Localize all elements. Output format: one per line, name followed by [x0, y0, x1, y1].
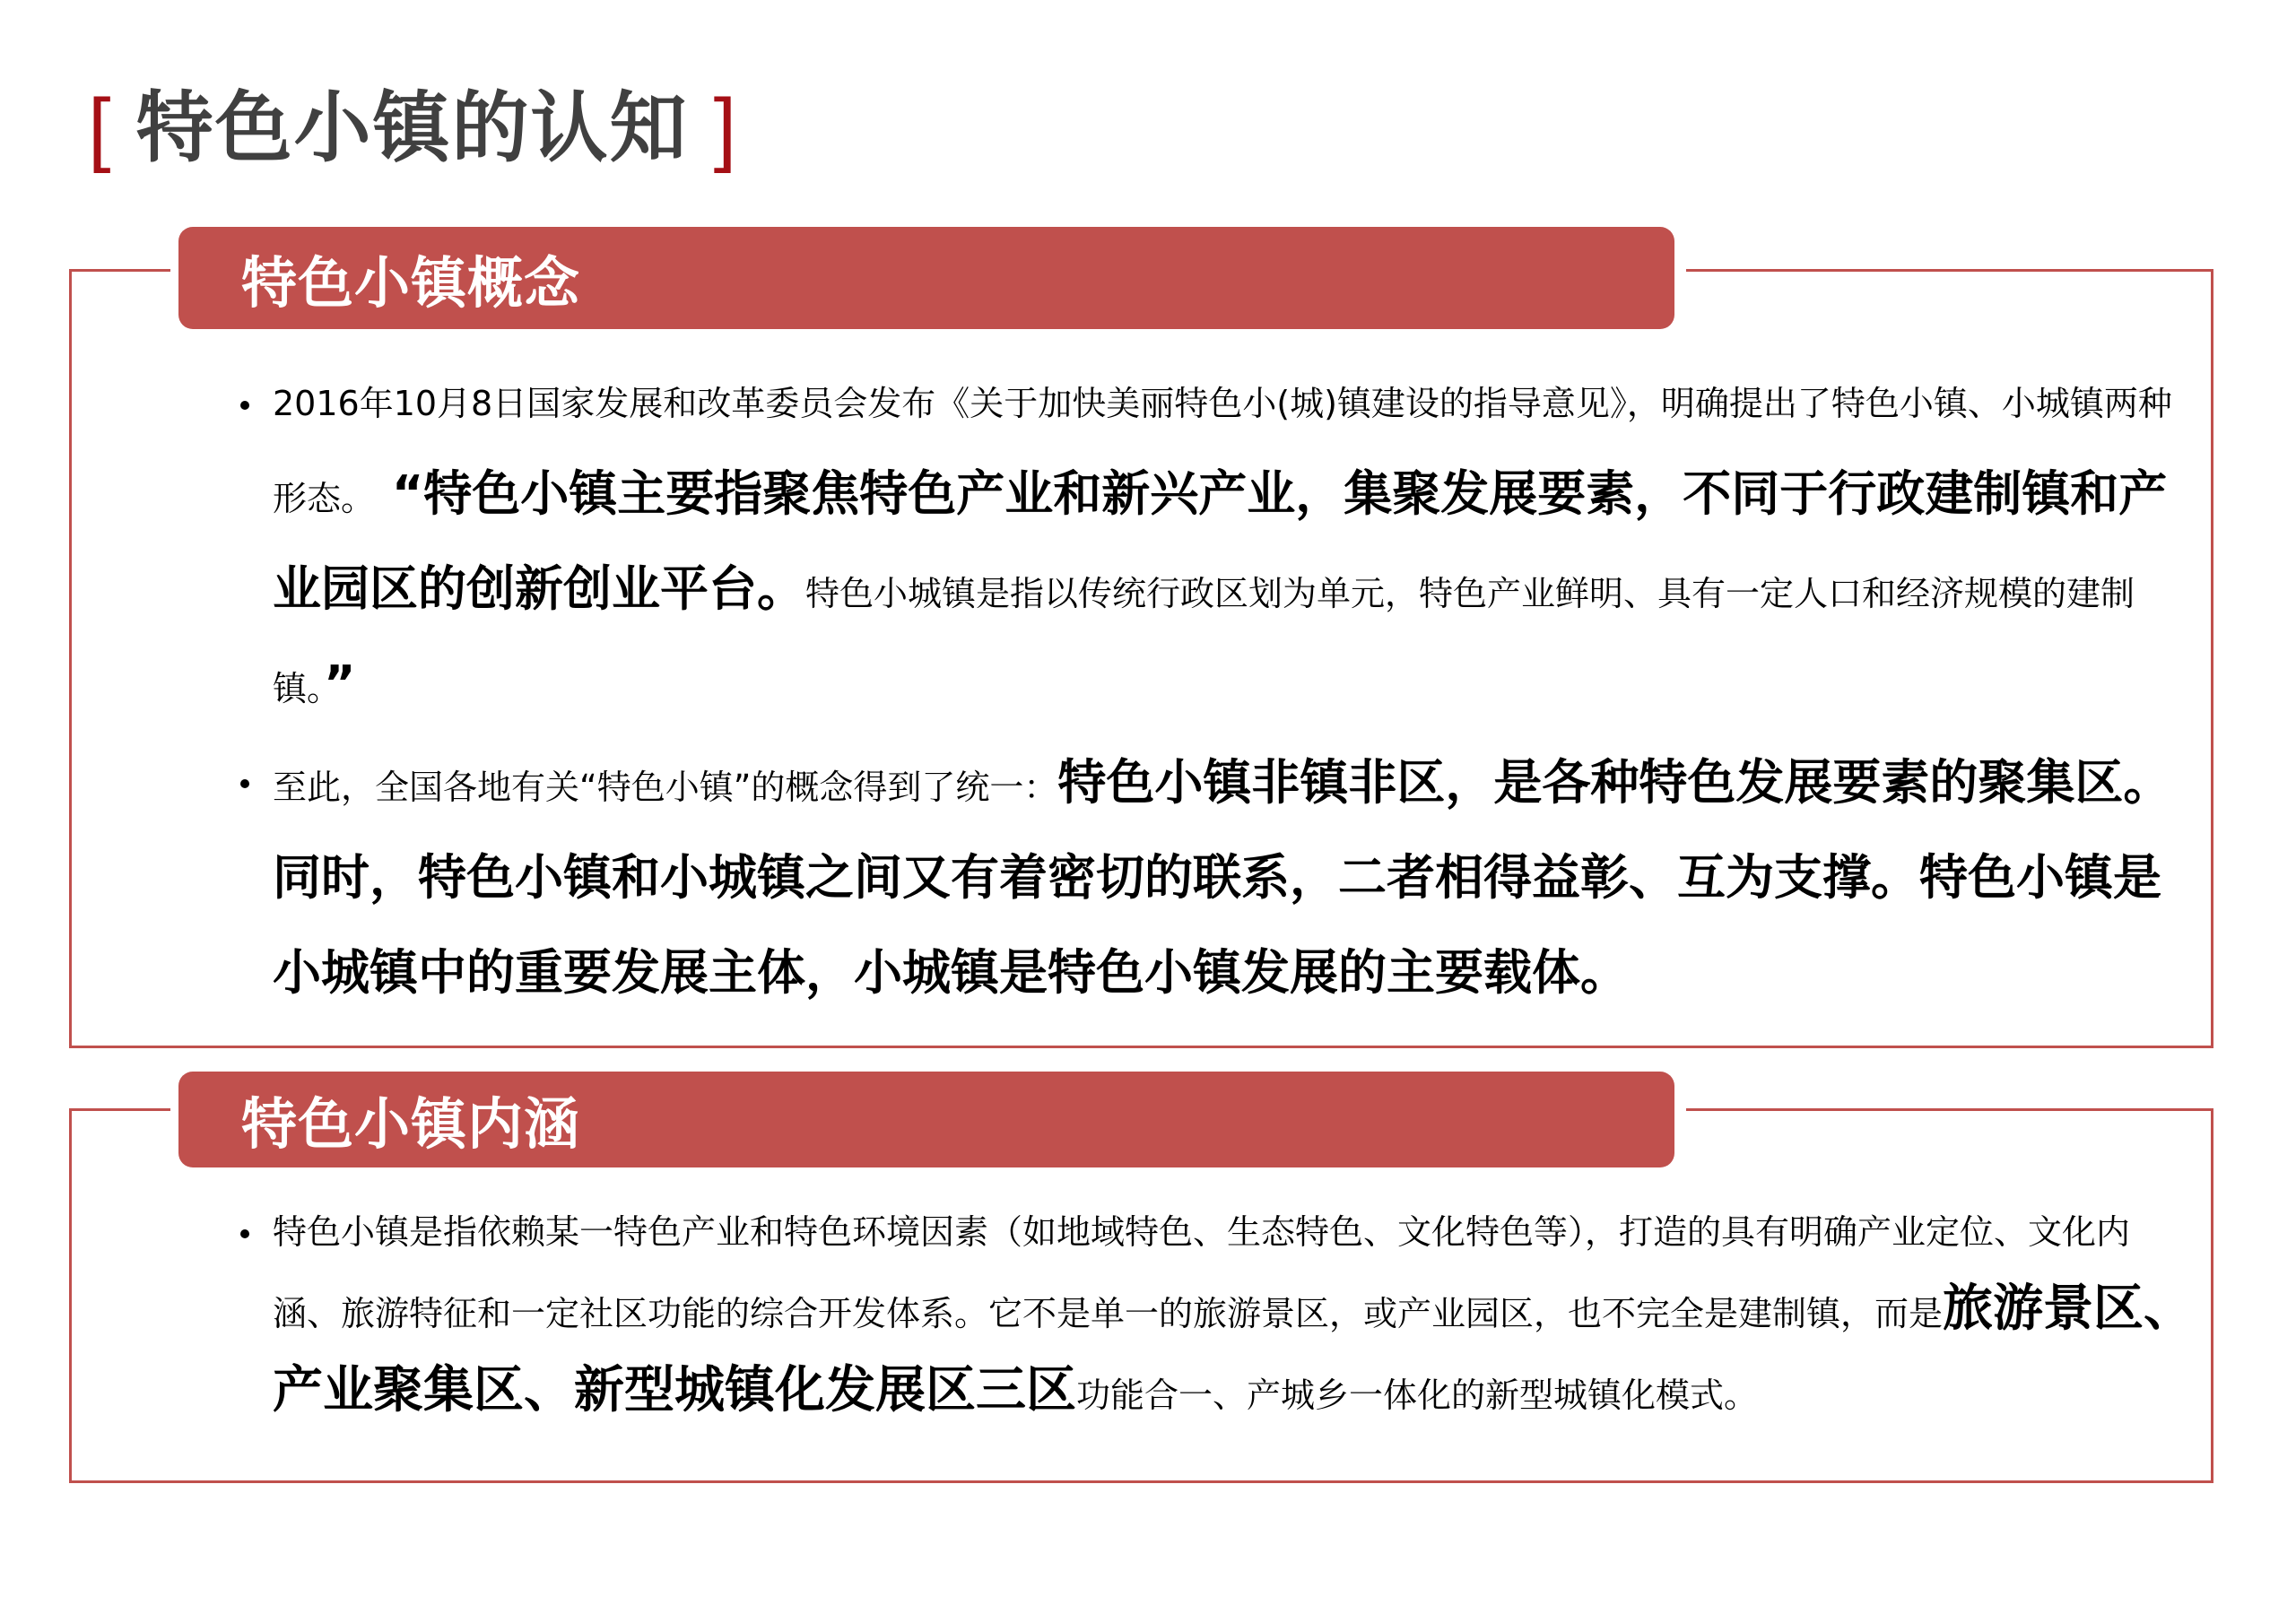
section-connotation-header [178, 1072, 1674, 1167]
text-run-bold: 特色小镇非镇非区，是各种特色发展要素的聚集区。同时，特色小镇和小城镇之间又有着密切的联系，二者相得益彰、互为支撑。特色小镇是小城镇中的重要发展主体，小城镇是特色小镇发展的主要载体。 [273, 754, 2172, 1001]
concept-bullet-1 [240, 362, 2197, 737]
text-run: 2016年10月8日国家发展和改革委员会发布《关于加快美丽特色小(城)镇建设的指导意见》，明确提出了特色小镇、小城镇两种形态。 [273, 384, 2172, 518]
page-title-text: 特色小镇的认知 [135, 83, 689, 173]
section-concept-content [240, 362, 2197, 1026]
text-run: 功能合一、产城乡一体化的新型城镇化模式。 [1076, 1376, 1759, 1415]
title-close-bracket: ] [713, 82, 737, 174]
page-title [88, 79, 736, 178]
bullet-dot-icon [240, 779, 249, 788]
section-connotation-heading: 特色小镇内涵 [241, 1091, 581, 1157]
text-run-bold: “特色小镇主要指聚焦特色产业和新兴产业，集聚发展要素，不同于行政建制镇和产业园区的创新创业平台。 [273, 465, 2168, 617]
bullet-dot-icon [240, 401, 249, 410]
section-concept-heading: 特色小镇概念 [241, 249, 581, 316]
section-connotation-content [240, 1197, 2197, 1437]
section-concept-header [178, 227, 1674, 329]
text-run-bold: 旅游景区、产业聚集区、新型城镇化发展区三区 [273, 1280, 2195, 1419]
concept-bullet-2 [240, 741, 2197, 1026]
bullet-dot-icon [240, 1229, 249, 1238]
text-run: 特色小镇是指依赖某一特色产业和特色环境因素（如地域特色、生态特色、文化特色等），打造的具有明确产业定位、文化内涵、旅游特征和一定社区功能的综合开发体系。它不是单一的旅游景区，或产业园区，也不完全是建制镇，而是 [273, 1212, 2131, 1333]
title-open-bracket: [ [88, 82, 111, 174]
connotation-bullet-1 [240, 1197, 2197, 1437]
text-run-bold: ” [324, 655, 356, 712]
text-run: 至此，全国各地有关“特色小镇”的概念得到了统一： [273, 768, 1058, 807]
text-run: 特色小城镇是指以传统行政区划为单元，特色产业鲜明、具有一定人口和经济规模的建制镇。 [273, 574, 2135, 708]
